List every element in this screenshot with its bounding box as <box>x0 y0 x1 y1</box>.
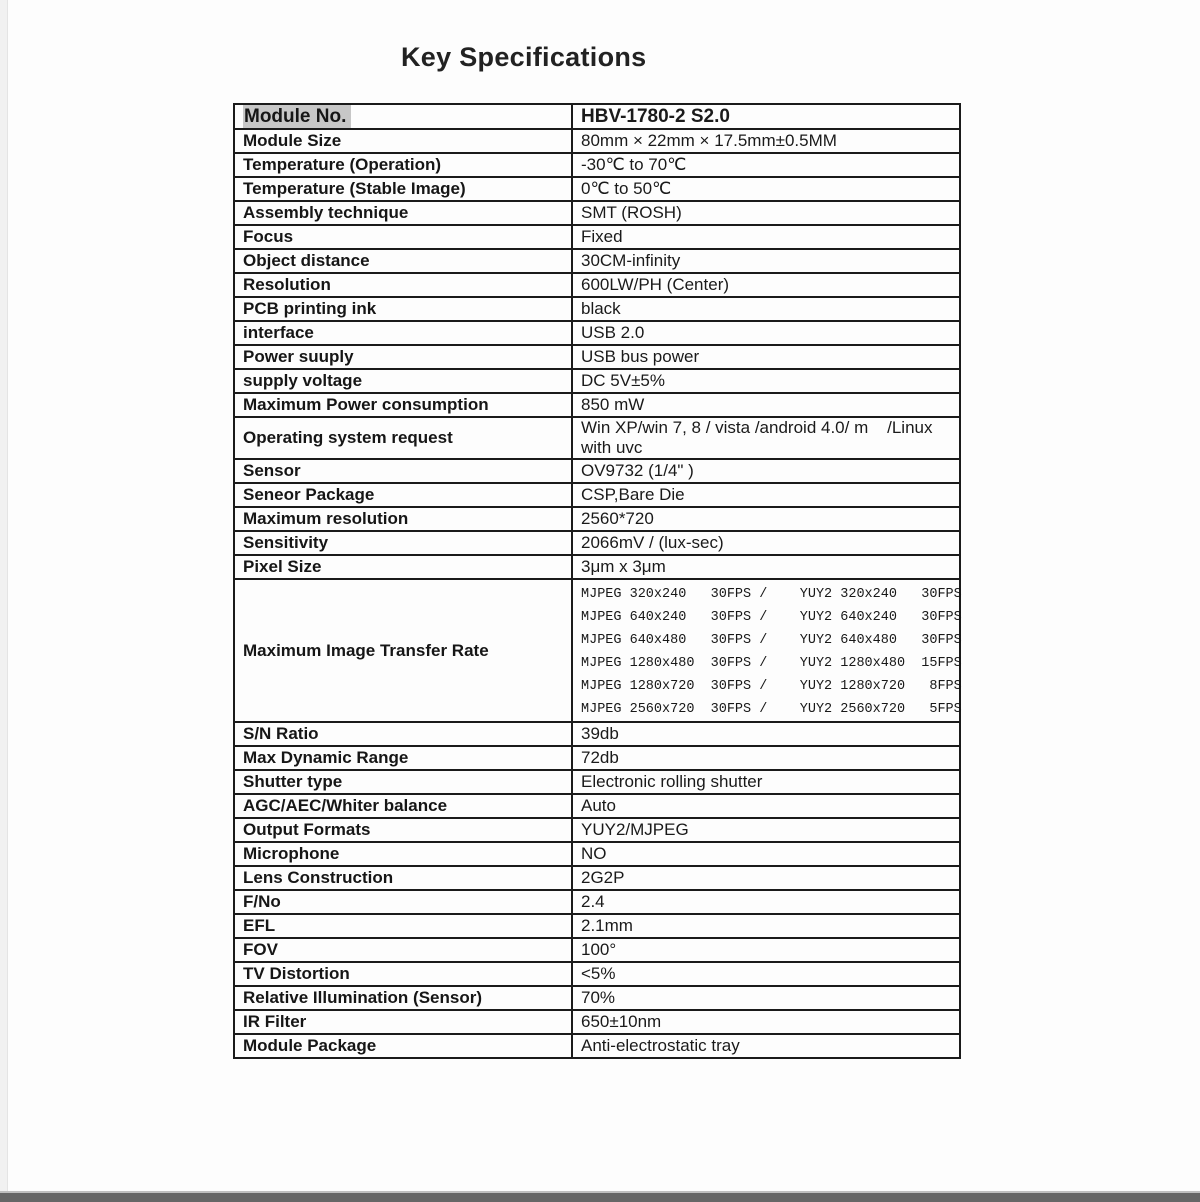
spec-value-cell: <5% <box>572 962 960 986</box>
table-row <box>234 818 960 842</box>
spec-label-cell: Module Size <box>234 129 572 153</box>
table-row <box>234 297 960 321</box>
table-row <box>234 369 960 393</box>
spec-value-cell: 2.4 <box>572 890 960 914</box>
table-row <box>234 345 960 369</box>
table-row <box>234 986 960 1010</box>
spec-value-cell: YUY2/MJPEG <box>572 818 960 842</box>
spec-label-cell: Relative Illumination (Sensor) <box>234 986 572 1010</box>
spec-label-cell: F/No <box>234 890 572 914</box>
table-row <box>234 249 960 273</box>
spec-value-cell: CSP,Bare Die <box>572 483 960 507</box>
table-row <box>234 962 960 986</box>
table-row <box>234 722 960 746</box>
spec-label-cell: Assembly technique <box>234 201 572 225</box>
table-row <box>234 866 960 890</box>
spec-label-cell <box>234 104 572 129</box>
spec-label-cell: Shutter type <box>234 770 572 794</box>
table-row <box>234 1010 960 1034</box>
spec-value-cell: 850 mW <box>572 393 960 417</box>
spec-label-cell: interface <box>234 321 572 345</box>
spec-value-cell: Electronic rolling shutter <box>572 770 960 794</box>
spec-value-cell: 0℃ to 50℃ <box>572 177 960 201</box>
spec-label-cell: Resolution <box>234 273 572 297</box>
spec-label-cell: AGC/AEC/Whiter balance <box>234 794 572 818</box>
spec-label-cell: FOV <box>234 938 572 962</box>
table-row <box>234 177 960 201</box>
spec-value-cell: Fixed <box>572 225 960 249</box>
spec-label-cell: Sensor <box>234 459 572 483</box>
spec-label-cell: Operating system request <box>234 417 572 459</box>
table-row <box>234 273 960 297</box>
table-row <box>234 104 960 129</box>
spec-value-cell: OV9732 (1/4" ) <box>572 459 960 483</box>
table-row <box>234 746 960 770</box>
spec-value-cell: 30CM-infinity <box>572 249 960 273</box>
spec-label-cell: Lens Construction <box>234 866 572 890</box>
spec-label-cell: Maximum Power consumption <box>234 393 572 417</box>
transfer-rate-line: MJPEG 1280x720 30FPS / YUY2 1280x720 8FPS <box>581 679 962 694</box>
spec-label-cell: PCB printing ink <box>234 297 572 321</box>
spec-value-cell: 3μm x 3μm <box>572 555 960 579</box>
table-row <box>234 531 960 555</box>
table-row <box>234 794 960 818</box>
table-row <box>234 770 960 794</box>
spec-value-cell: SMT (ROSH) <box>572 201 960 225</box>
spec-value-cell: black <box>572 297 960 321</box>
spec-value-cell: HBV-1780-2 S2.0 <box>572 104 960 129</box>
transfer-rate-line: MJPEG 640x480 30FPS / YUY2 640x480 30FPS <box>581 633 962 648</box>
table-row <box>234 555 960 579</box>
table-row <box>234 1034 960 1058</box>
spec-label-cell: Maximum resolution <box>234 507 572 531</box>
transfer-rate-line: MJPEG 1280x480 30FPS / YUY2 1280x480 15FPS <box>581 656 962 671</box>
spec-label-cell: EFL <box>234 914 572 938</box>
spec-value-cell: 2G2P <box>572 866 960 890</box>
spec-value-cell: -30℃ to 70℃ <box>572 153 960 177</box>
spec-label-cell: supply voltage <box>234 369 572 393</box>
spec-value-cell: USB 2.0 <box>572 321 960 345</box>
spec-value-cell: 72db <box>572 746 960 770</box>
table-row <box>234 201 960 225</box>
spec-value-cell: 2.1mm <box>572 914 960 938</box>
transfer-rate-line: MJPEG 2560x720 30FPS / YUY2 2560x720 5FPS <box>581 702 962 717</box>
spec-label-cell: Pixel Size <box>234 555 572 579</box>
spec-label-cell: Focus <box>234 225 572 249</box>
module-no-highlight: Module No. <box>243 105 351 128</box>
spec-label-cell: Microphone <box>234 842 572 866</box>
spec-label-cell: Max Dynamic Range <box>234 746 572 770</box>
spec-value-cell: Anti-electrostatic tray <box>572 1034 960 1058</box>
spec-value-cell <box>572 417 960 459</box>
spec-value-cell: 80mm × 22mm × 17.5mm±0.5MM <box>572 129 960 153</box>
spec-label-cell: Power suuply <box>234 345 572 369</box>
spec-value-cell: DC 5V±5% <box>572 369 960 393</box>
spec-value-cell: 650±10nm <box>572 1010 960 1034</box>
table-row <box>234 914 960 938</box>
scan-left-edge <box>0 0 8 1200</box>
spec-value-cell: 70% <box>572 986 960 1010</box>
table-row <box>234 153 960 177</box>
table-row <box>234 225 960 249</box>
spec-value-cell: Auto <box>572 794 960 818</box>
table-row <box>234 483 960 507</box>
table-row <box>234 393 960 417</box>
table-row <box>234 417 960 459</box>
spec-label-cell: Temperature (Stable Image) <box>234 177 572 201</box>
spec-label-cell: Output Formats <box>234 818 572 842</box>
transfer-rate-line: MJPEG 640x240 30FPS / YUY2 640x240 30FPS <box>581 610 962 625</box>
spec-label-cell: Object distance <box>234 249 572 273</box>
spec-table-body <box>234 104 960 1058</box>
spec-value-cell <box>572 579 960 722</box>
spec-label-cell: S/N Ratio <box>234 722 572 746</box>
spec-value-cell: 2560*720 <box>572 507 960 531</box>
spec-value-cell: 100° <box>572 938 960 962</box>
spec-value-line: Win XP/win 7, 8 / vista /android 4.0/ m /Linux <box>581 418 933 437</box>
spec-value-cell: 39db <box>572 722 960 746</box>
spec-label-cell: Module Package <box>234 1034 572 1058</box>
table-row <box>234 507 960 531</box>
table-row <box>234 129 960 153</box>
spec-value-cell: 2066mV / (lux-sec) <box>572 531 960 555</box>
transfer-rate-line: MJPEG 320x240 30FPS / YUY2 320x240 30FPS <box>581 587 962 602</box>
spec-value-cell: 600LW/PH (Center) <box>572 273 960 297</box>
spec-label-cell: TV Distortion <box>234 962 572 986</box>
spec-table <box>233 103 961 1059</box>
spec-value-cell: NO <box>572 842 960 866</box>
table-row <box>234 321 960 345</box>
spec-label-cell: Seneor Package <box>234 483 572 507</box>
spec-value-cell: USB bus power <box>572 345 960 369</box>
table-row <box>234 938 960 962</box>
table-row <box>234 459 960 483</box>
table-row <box>234 842 960 866</box>
table-row <box>234 890 960 914</box>
page-title: Key Specifications <box>401 42 647 72</box>
spec-label-cell: Temperature (Operation) <box>234 153 572 177</box>
scan-bottom-bar <box>0 1191 1200 1202</box>
table-row <box>234 579 960 722</box>
spec-label-cell: Maximum Image Transfer Rate <box>234 579 572 722</box>
spec-value-line: with uvc <box>581 438 643 457</box>
spec-label-cell: Sensitivity <box>234 531 572 555</box>
spec-label-cell: IR Filter <box>234 1010 572 1034</box>
